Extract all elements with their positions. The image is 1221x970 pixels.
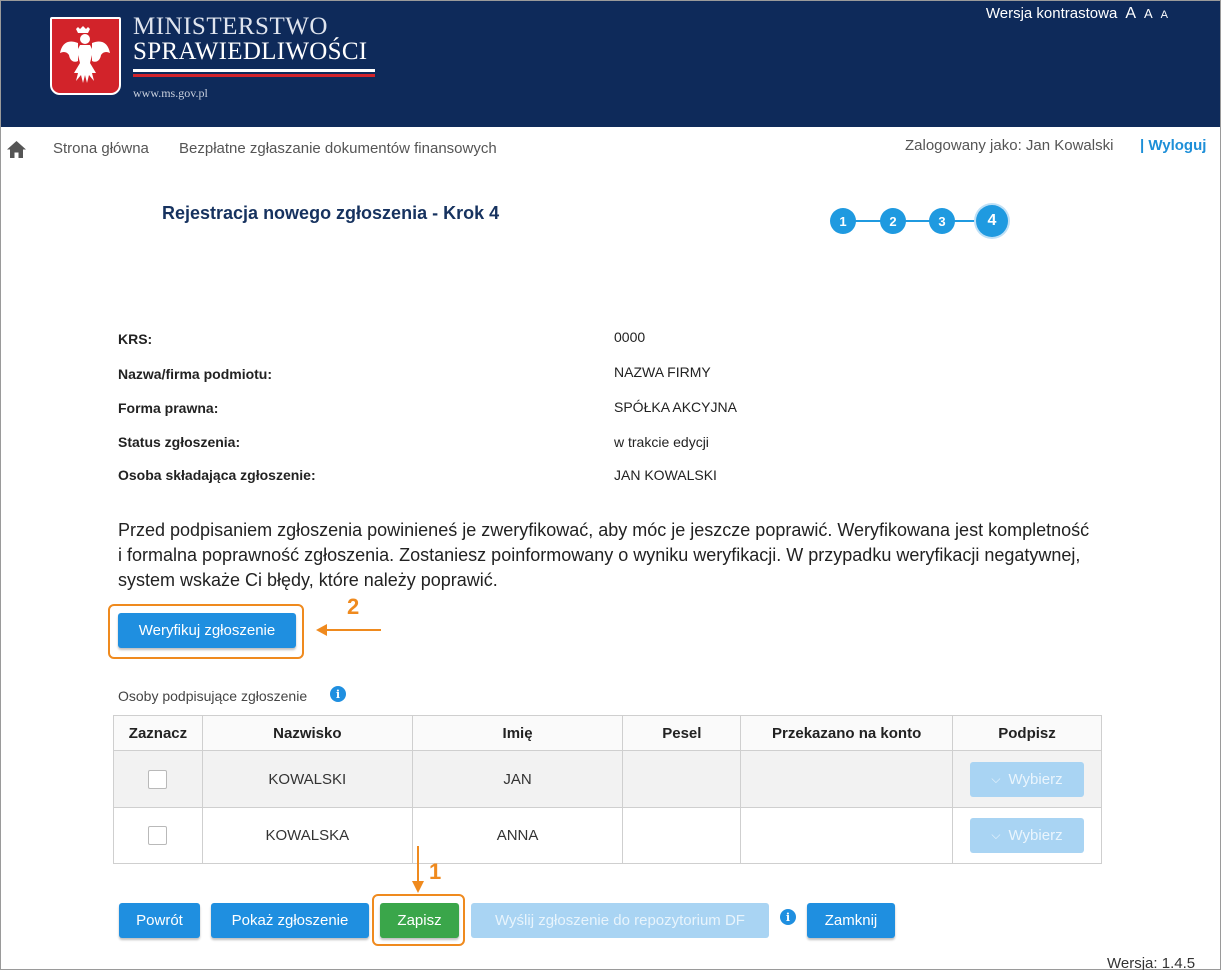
- row-checkbox[interactable]: [148, 826, 167, 845]
- send-info-icon[interactable]: i: [780, 909, 796, 925]
- contrast-version-link[interactable]: Wersja kontrastowa: [985, 5, 1118, 22]
- col-header-pesel: Pesel: [623, 716, 741, 751]
- verify-button[interactable]: Weryfikuj zgłoszenie: [118, 613, 296, 648]
- home-icon[interactable]: [7, 141, 26, 158]
- annotation-marker-1: 1: [429, 859, 442, 884]
- show-submission-button[interactable]: Pokaż zgłoszenie: [211, 903, 369, 938]
- company-name-value: NAZWA FIRMY: [614, 364, 711, 380]
- logged-in-user: Zalogowany jako: Jan Kowalski: [905, 137, 1114, 154]
- annotation-arrow-left-icon: [315, 621, 383, 639]
- app-version: Wersja: 1.4.5: [1107, 955, 1196, 970]
- signers-label: Osoby podpisujące zgłoszenie: [118, 688, 308, 704]
- step-2: 2: [880, 208, 906, 234]
- col-header-sign: Podpisz: [953, 716, 1102, 751]
- logout-link[interactable]: | Wyloguj: [1140, 137, 1207, 154]
- logo-ministry-text: MINISTERSTWO: [133, 13, 328, 40]
- site-header: [1, 1, 1220, 127]
- verification-instructions: Przed podpisaniem zgłoszenia powinieneś je zweryfikować, aby móc je jeszcze poprawić. Weryfikowana jest kompletność i formalna poprawność zgłoszenia. Zostaniesz poinformowany o wyniku weryfikacji. W przypadku weryfikacji negatywnej, system wskaże Ci błędy, które należy poprawić.: [118, 520, 1090, 590]
- col-header-select: Zaznacz: [114, 716, 203, 751]
- chevron-down-icon: ⌵: [991, 828, 1001, 842]
- legal-form-value: SPÓŁKA AKCYJNA: [614, 399, 737, 415]
- signers-table: [113, 715, 1102, 864]
- step-1: 1: [830, 208, 856, 234]
- step-3: 3: [929, 208, 955, 234]
- back-button[interactable]: Powrót: [119, 903, 200, 938]
- sign-select-label: Wybierz: [1008, 770, 1063, 788]
- logo-url: www.ms.gov.pl: [133, 86, 208, 100]
- font-size-small-button[interactable]: A: [1160, 9, 1168, 21]
- annotation-arrow-down-icon: [409, 846, 427, 894]
- chevron-down-icon: ⌵: [991, 771, 1001, 786]
- sign-select-button[interactable]: [970, 762, 1084, 797]
- sign-select-button[interactable]: [970, 818, 1084, 853]
- pesel-cell: [623, 751, 741, 808]
- step-4-active: 4: [976, 205, 1008, 237]
- logo-justice-text: SPRAWIEDLIWOŚCI: [133, 38, 368, 65]
- send-to-repository-button[interactable]: Wyślij zgłoszenie do repozytorium DF: [471, 903, 769, 938]
- row-checkbox[interactable]: [148, 770, 167, 789]
- transferred-cell: [741, 808, 953, 864]
- breadcrumb-nav: [1, 127, 1220, 171]
- annotation-marker-2: 2: [347, 594, 360, 619]
- step-indicator: [829, 205, 1009, 237]
- sign-select-label: Wybierz: [1008, 827, 1063, 844]
- name-cell: ANNA: [412, 808, 623, 864]
- col-header-surname: Nazwisko: [202, 716, 412, 751]
- save-button[interactable]: Zapisz: [380, 903, 459, 938]
- legal-form-label: Forma prawna:: [118, 400, 219, 416]
- signers-info-icon[interactable]: i: [330, 686, 346, 702]
- krs-label: KRS:: [118, 331, 153, 347]
- submitter-label: Osoba składająca zgłoszenie:: [118, 467, 316, 483]
- name-cell: JAN: [412, 751, 623, 808]
- krs-value: 0000: [614, 329, 646, 345]
- nav-section-link[interactable]: Bezpłatne zgłaszanie dokumentów finansowych: [179, 140, 497, 157]
- status-label: Status zgłoszenia:: [118, 434, 241, 450]
- col-header-name: Imię: [412, 716, 623, 751]
- page-title: Rejestracja nowego zgłoszenia - Krok 4: [162, 203, 500, 223]
- font-size-medium-button[interactable]: A: [1143, 6, 1153, 21]
- transferred-cell: [741, 751, 953, 808]
- logo-flag-stripes: [133, 69, 375, 79]
- col-header-transferred: Przekazano na konto: [741, 716, 953, 751]
- nav-home-link[interactable]: Strona główna: [53, 140, 149, 157]
- polish-eagle-emblem-icon: [50, 17, 121, 95]
- surname-cell: KOWALSKI: [202, 751, 412, 808]
- table-row: [114, 751, 1102, 808]
- accessibility-controls: [986, 5, 1168, 23]
- status-value: w trakcie edycji: [614, 434, 709, 450]
- table-row: [114, 808, 1102, 864]
- pesel-cell: [623, 808, 741, 864]
- font-size-large-button[interactable]: A: [1125, 5, 1136, 22]
- surname-cell: KOWALSKA: [202, 808, 412, 864]
- close-button[interactable]: Zamknij: [807, 903, 895, 938]
- company-name-label: Nazwa/firma podmiotu:: [118, 366, 273, 382]
- submitter-value: JAN KOWALSKI: [614, 467, 717, 483]
